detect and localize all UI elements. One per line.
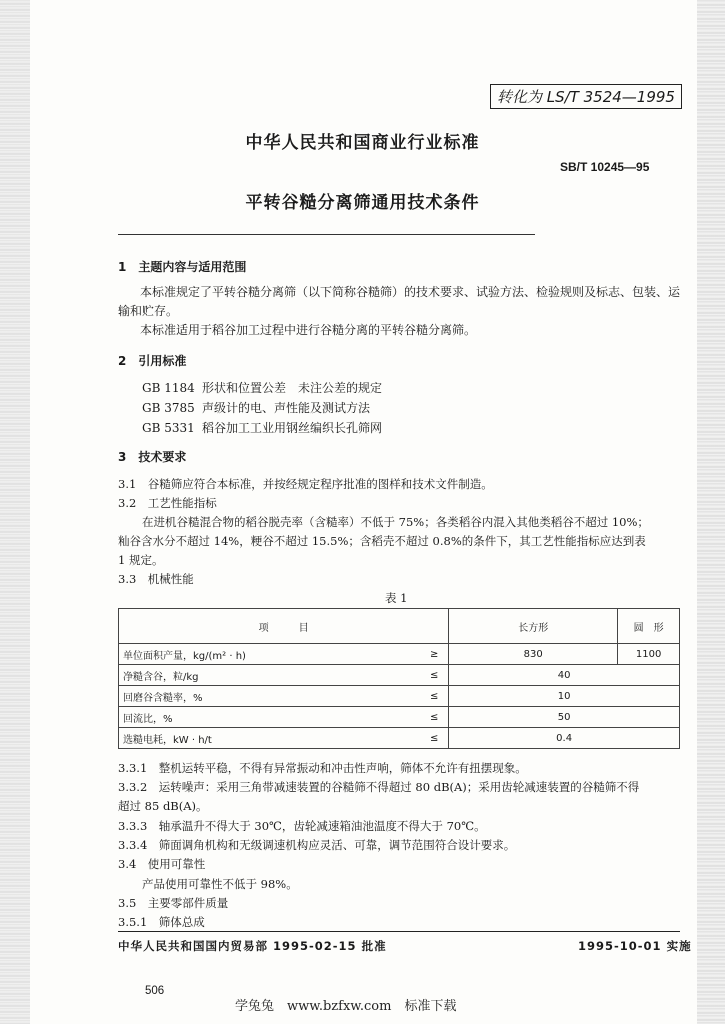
title-divider (118, 234, 535, 235)
ref-code-1: GB 1184 (142, 381, 195, 395)
clause-3-3-3: 3.3.3 轴承温升不得大于 30℃，齿轮减速箱油池温度不得大于 70℃。 (118, 819, 486, 833)
clause-3-5-1: 3.5.1 筛体总成 (118, 915, 205, 929)
scan-edge-right (697, 0, 725, 1024)
clause-3-3-2-a: 3.3.2 运转噪声：采用三角带减速装置的谷糙筛不得超过 80 dB(A)；采用齿轮减速装置的谷糙筛不得 (118, 780, 640, 794)
table-row (119, 728, 680, 749)
clause-3-3-4: 3.3.4 筛面调角机构和无级调速机构应灵活、可靠，调节范围符合设计要求。 (118, 838, 516, 852)
row-value: 50 (449, 707, 680, 728)
ref-name-3: 稻谷加工工业用钢丝编织长孔筛网 (202, 421, 383, 435)
ref-name-1: 形状和位置公差 未注公差的规定 (202, 381, 383, 395)
watermark-text: 学兔兔 www.bzfxw.com 标准下载 (235, 999, 457, 1014)
table-header-row (119, 609, 680, 644)
table-caption: 表 1 (385, 591, 408, 605)
header-rectangular: 长方形 (449, 609, 618, 644)
table-row (119, 644, 680, 665)
standard-number: SB/T 10245—95 (560, 160, 650, 174)
ref-code-3: GB 5331 (142, 421, 195, 435)
row-symbol: ≤ (420, 665, 449, 686)
row-symbol: ≥ (420, 644, 449, 665)
ref-name-2: 声级计的电、声性能及测试方法 (202, 401, 371, 415)
section-2-heading: 2 引用标准 (118, 354, 187, 368)
document-header: 中华人民共和国商业行业标准 (245, 133, 480, 153)
performance-table (118, 608, 680, 749)
page-number: 506 (145, 985, 165, 997)
clause-3-2-text-b: 籼谷含水分不超过 14%，粳谷不超过 15.5%；含稻壳不超过 0.8%的条件下，其工艺性能指标应达到表 (118, 534, 646, 548)
section-1-para-1a: 本标准规定了平转谷糙分离筛（以下简称谷糙筛）的技术要求、试验方法、检验规则及标志、包装、运 (140, 285, 681, 299)
clause-3-1: 3.1 谷糙筛应符合本标准，并按经规定程序批准的图样和技术文件制造。 (118, 477, 493, 491)
approval-line: 中华人民共和国国内贸易部 1995-02-15 批准 (118, 939, 387, 953)
row-value: 40 (449, 665, 680, 686)
clause-3-4: 3.4 使用可靠性 (118, 857, 206, 871)
row-value: 0.4 (449, 728, 680, 749)
section-1-para-2: 本标准适用于稻谷加工过程中进行谷糙分离的平转谷糙分离筛。 (140, 323, 477, 337)
clause-3-4-text: 产品使用可靠性不低于 98%。 (142, 877, 298, 891)
row-symbol: ≤ (420, 707, 449, 728)
effective-date: 1995-10-01 实施 (578, 939, 692, 953)
clause-3-3: 3.3 机械性能 (118, 572, 194, 586)
row-value: 10 (449, 686, 680, 707)
document-title: 平转谷糙分离筛通用技术条件 (245, 193, 480, 213)
clause-3-5: 3.5 主要零部件质量 (118, 896, 229, 910)
clause-3-3-2-b: 超过 85 dB(A)。 (118, 799, 208, 813)
footer-divider (118, 931, 680, 932)
section-1-heading: 1 主题内容与适用范围 (118, 260, 247, 274)
row-item: 回磨谷含糙率，% (119, 686, 421, 707)
table-row (119, 686, 680, 707)
row-value-round: 1100 (618, 644, 680, 665)
handwritten-stamp: 转化为 LS/T 3524—1995 (490, 84, 682, 109)
clause-3-3-1: 3.3.1 整机运转平稳，不得有异常振动和冲击性声响，筛体不允许有扭摆现象。 (118, 761, 527, 775)
section-3-heading: 3 技术要求 (118, 450, 187, 464)
table-row (119, 665, 680, 686)
row-symbol: ≤ (420, 728, 449, 749)
row-item: 回流比，% (119, 707, 421, 728)
row-value-rect: 830 (449, 644, 618, 665)
section-1-para-1b: 输和贮存。 (118, 304, 179, 318)
row-item: 选糙电耗，kW · h/t (119, 728, 421, 749)
clause-3-2-text-a: 在进机谷糙混合物的稻谷脱壳率（含糙率）不低于 75%；各类稻谷内混入其他类稻谷不超过 10%； (142, 515, 649, 529)
clause-3-2: 3.2 工艺性能指标 (118, 496, 217, 510)
clause-3-2-text-c: 1 规定。 (118, 553, 164, 567)
scan-edge-left (0, 0, 30, 1024)
row-symbol: ≤ (420, 686, 449, 707)
header-item: 项 目 (119, 609, 449, 644)
row-item: 单位面积产量，kg/(m² · h) (119, 644, 421, 665)
row-item: 净糙含谷，粒/kg (119, 665, 421, 686)
header-round: 圆 形 (618, 609, 680, 644)
ref-code-2: GB 3785 (142, 401, 195, 415)
table-row (119, 707, 680, 728)
